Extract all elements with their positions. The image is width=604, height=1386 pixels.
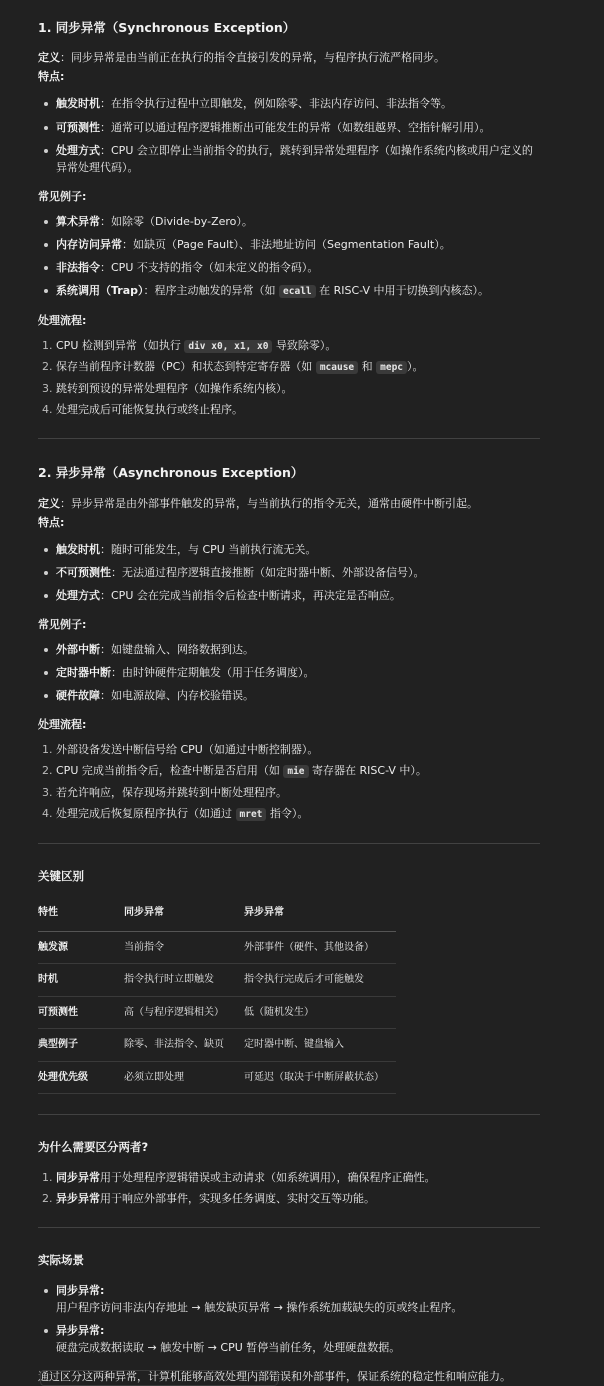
list-item: 1. CPU 检测到异常（如执行 div x0, x1, x0 导致除零）。 bbox=[56, 337, 540, 355]
table-row: 处理优先级 必须立即处理 可延迟（取决于中断屏蔽状态） bbox=[38, 1061, 396, 1094]
list-item: 4. 处理完成后恢复原程序执行（如通过 mret 指令）。 bbox=[56, 805, 540, 823]
section-title: 实际场景 bbox=[38, 1253, 84, 1268]
examples-label: 常见例子: bbox=[38, 189, 87, 203]
conclusion: 通过区分这两种异常，计算机能够高效处理内部错误和外部事件，保证系统的稳定性和响应能力。 bbox=[38, 1370, 511, 1384]
list-item: 触发时机：随时可能发生，与 CPU 当前执行流无关。 bbox=[56, 541, 540, 558]
list-item: 同步异常: 用户程序访问非法内存地址 → 触发缺页异常 → 操作系统加载缺失的页或终止程序。 bbox=[56, 1282, 540, 1316]
table-row: 触发源 当前指令 外部事件（硬件、其他设备） bbox=[38, 931, 396, 964]
list-item: 非法指令：CPU 不支持的指令（如未定义的指令码）。 bbox=[56, 259, 540, 276]
list-item: 1. 外部设备发送中断信号给 CPU（如通过中断控制器）。 bbox=[56, 741, 540, 758]
section-scenes bbox=[38, 1252, 540, 1385]
inline-code: mepc bbox=[376, 361, 407, 374]
list-item: 处理方式：CPU 会立即停止当前指令的执行，跳转到异常处理程序（如操作系统内核或用户定义的异常处理代码）。 bbox=[56, 142, 540, 176]
comparison-table bbox=[38, 897, 396, 1094]
section-sync bbox=[38, 18, 540, 418]
features-list bbox=[38, 541, 540, 604]
section-async bbox=[38, 463, 540, 822]
flow-label: 处理流程: bbox=[38, 313, 87, 327]
why-list bbox=[38, 1169, 540, 1207]
inline-code: ecall bbox=[279, 285, 316, 298]
list-item: 3. 若允许响应，保存现场并跳转到中断处理程序。 bbox=[56, 784, 540, 801]
scene-list bbox=[38, 1282, 540, 1356]
list-item: 处理方式：CPU 会在完成当前指令后检查中断请求，再决定是否响应。 bbox=[56, 587, 540, 604]
list-item: 外部中断：如键盘输入、网络数据到达。 bbox=[56, 641, 540, 658]
list-item: 系统调用（Trap）：程序主动触发的异常（如 ecall 在 RISC-V 中用于切换到内核态）。 bbox=[56, 282, 540, 300]
section-title: 为什么需要区分两者? bbox=[38, 1140, 149, 1155]
divider bbox=[38, 843, 540, 844]
list-item: 内存访问异常：如缺页（Page Fault）、非法地址访问（Segmentation Fault）。 bbox=[56, 236, 540, 253]
divider bbox=[38, 1227, 540, 1228]
list-item: 触发时机：在指令执行过程中立即触发，例如除零、非法内存访问、非法指令等。 bbox=[56, 95, 540, 112]
inline-code: mcause bbox=[316, 361, 358, 374]
section-differences bbox=[38, 868, 540, 1095]
list-item: 算术异常：如除零（Divide-by-Zero）。 bbox=[56, 213, 540, 230]
features-list bbox=[38, 95, 540, 175]
examples-list bbox=[38, 213, 540, 300]
divider bbox=[38, 438, 540, 439]
table-header: 同步异常 bbox=[124, 897, 244, 931]
examples-list bbox=[38, 641, 540, 704]
list-item: 硬件故障：如电源故障、内存校验错误。 bbox=[56, 687, 540, 704]
inline-code: mret bbox=[236, 808, 267, 821]
flow-label: 处理流程: bbox=[38, 717, 87, 731]
features-label: 特点: bbox=[38, 70, 65, 84]
table-header: 特性 bbox=[38, 897, 124, 931]
table-header-row bbox=[38, 897, 396, 931]
list-item: 定时器中断：由时钟硬件定期触发（用于任务调度）。 bbox=[56, 664, 540, 681]
table-header: 异步异常 bbox=[244, 897, 396, 931]
definition: 定义：异步异常是由外部事件触发的异常，与当前执行的指令无关，通常由硬件中断引起。 bbox=[38, 496, 478, 510]
section-title: 1. 同步异常（Synchronous Exception） bbox=[38, 20, 296, 35]
table-row: 典型例子 除零、非法指令、缺页 定时器中断、键盘输入 bbox=[38, 1029, 396, 1062]
flow-list bbox=[38, 337, 540, 419]
input-box-edge bbox=[40, 1370, 278, 1386]
list-item: 可预测性：通常可以通过程序逻辑推断出可能发生的异常（如数组越界、空指针解引用）。 bbox=[56, 119, 540, 136]
list-item: 2. CPU 完成当前指令后，检查中断是否启用（如 mie 寄存器在 RISC-V 中）。 bbox=[56, 762, 540, 780]
divider bbox=[38, 1114, 540, 1115]
list-item: 2. 异步异常用于响应外部事件，实现多任务调度、实时交互等功能。 bbox=[56, 1190, 540, 1207]
list-item: 4. 处理完成后可能恢复执行或终止程序。 bbox=[56, 401, 540, 418]
section-why bbox=[38, 1139, 540, 1207]
inline-code: mie bbox=[283, 765, 308, 778]
section-title: 2. 异步异常（Asynchronous Exception） bbox=[38, 465, 304, 481]
flow-list bbox=[38, 741, 540, 823]
section-title: 关键区别 bbox=[38, 868, 84, 883]
inline-code: div x0, x1, x0 bbox=[184, 340, 272, 353]
list-item: 异步异常: 硬盘完成数据读取 → 触发中断 → CPU 暂停当前任务，处理硬盘数据。 bbox=[56, 1322, 540, 1356]
list-item: 不可预测性：无法通过程序逻辑直接推断（如定时器中断、外部设备信号）。 bbox=[56, 564, 540, 581]
list-item: 1. 同步异常用于处理程序逻辑错误或主动请求（如系统调用），确保程序正确性。 bbox=[56, 1169, 540, 1186]
table-row: 时机 指令执行时立即触发 指令执行完成后才可能触发 bbox=[38, 964, 396, 997]
definition: 定义：同步异常是由当前正在执行的指令直接引发的异常，与程序执行流严格同步。 bbox=[38, 51, 445, 65]
list-item: 3. 跳转到预设的异常处理程序（如操作系统内核）。 bbox=[56, 380, 540, 397]
examples-label: 常见例子: bbox=[38, 617, 87, 631]
list-item: 2. 保存当前程序计数器（PC）和状态到特定寄存器（如 mcause 和 mepc ）。 bbox=[56, 358, 540, 376]
table-row: 可预测性 高（与程序逻辑相关） 低（随机发生） bbox=[38, 996, 396, 1029]
features-label: 特点: bbox=[38, 515, 65, 529]
